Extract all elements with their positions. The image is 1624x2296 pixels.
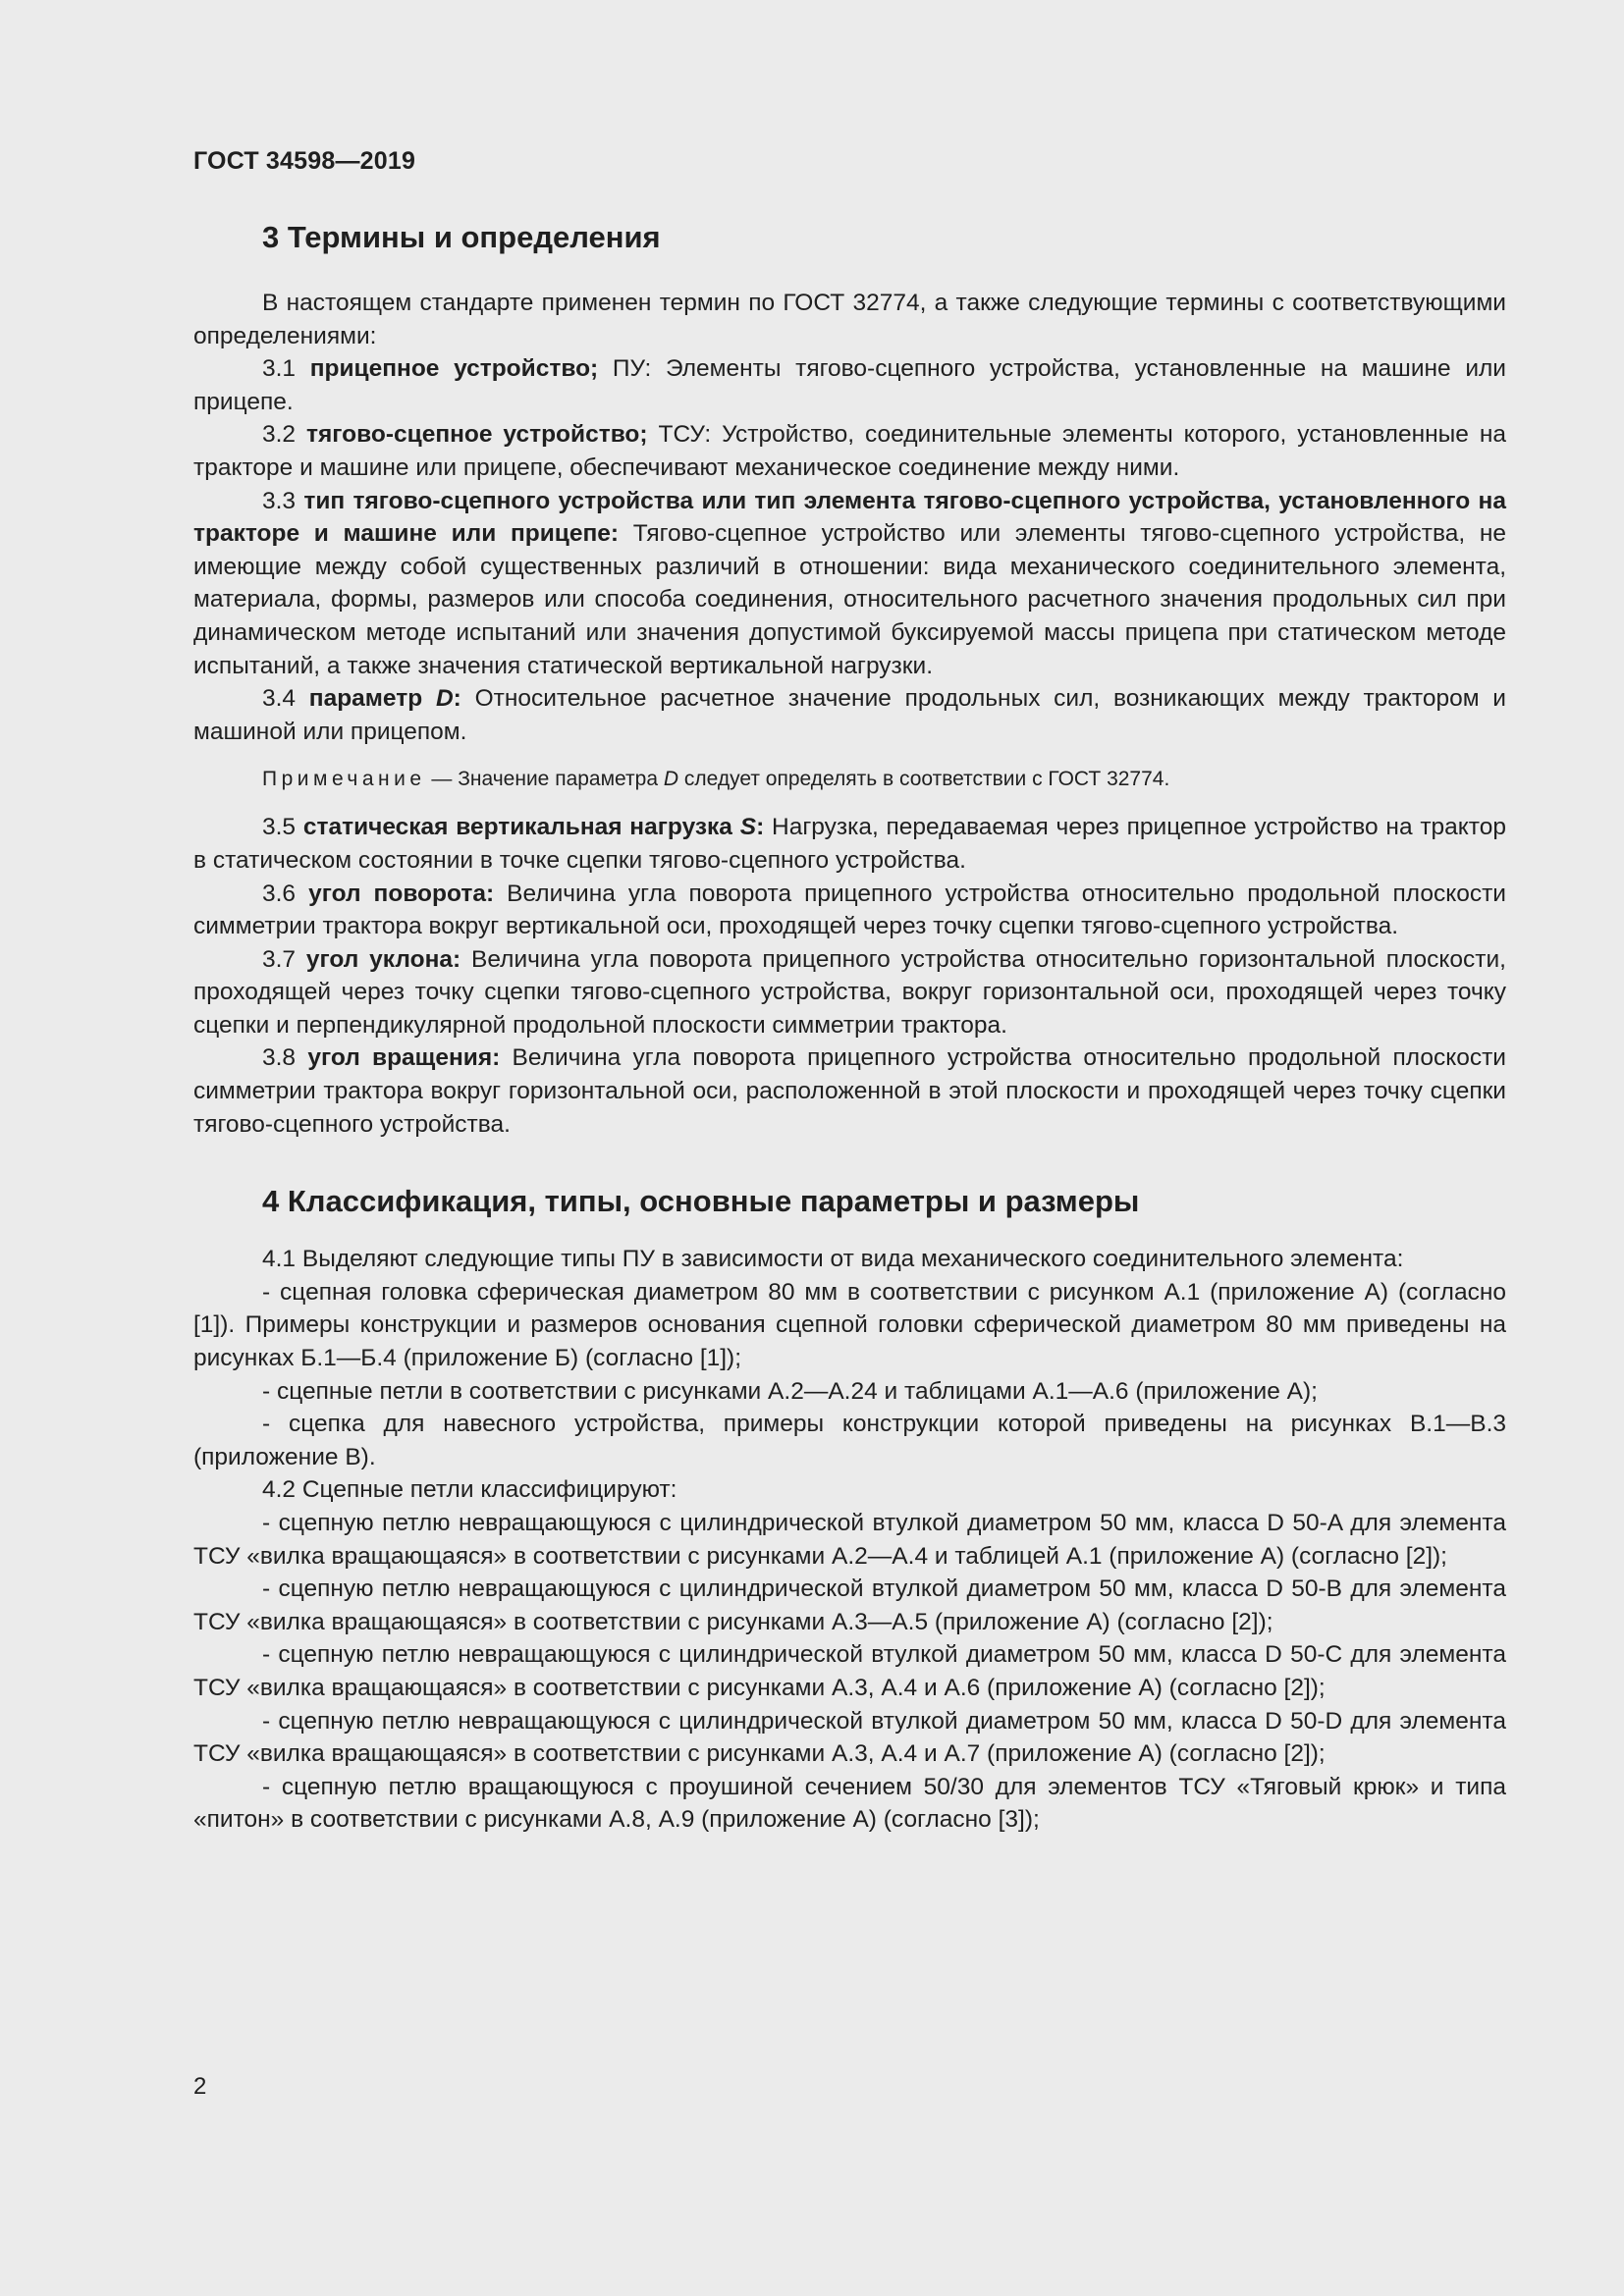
note-symbol: D [663,768,679,791]
term-3-6 [193,878,1506,943]
list-item: - сцепную петлю невращающуюся с цилиндрической втулкой диаметром 50 мм, класса D 50-A для элемента ТСУ «вилка вращающаяся» в соответствии с рисунками А.2—А.4 и таблицей А.1 (приложение А) (согласно [2]); [193,1510,1506,1570]
term-number: 3.8 [262,1044,308,1072]
term-definition: ПУ: Элементы тягово-сцепного устройства, установленные на машине или прицепе. [193,355,1506,415]
term-name: угол поворота: [308,880,495,907]
term-number: 3.5 [262,814,303,841]
list-item: - сцепная головка сферическая диаметром 80 мм в соответствии с рисунком А.1 (приложение А) (согласно [1]). Примеры конструкции и размеров основания сцепной головки сферической диаметром 80 мм приведены на рисунках Б.1—Б.4 (приложение Б) (согласно [1]); [193,1278,1506,1372]
list-item: - сцепную петлю невращающуюся с цилиндрической втулкой диаметром 50 мм, класса D 50-D для элемента ТСУ «вилка вращающаяся» в соответствии с рисунками А.3, А.4 и А.7 (приложение А) (согласно [2]); [193,1707,1506,1768]
term-colon: : [453,685,461,713]
term-3-1 [193,352,1506,418]
term-3-2 [193,418,1506,484]
clause-4-2: 4.2 Сцепные петли классифицируют: [262,1476,677,1504]
list-item: - сцепную петлю вращающуюся с проушиной сечением 50/30 для элементов ТСУ «Тяговый крюк» и типа «питон» в соответствии с рисунками А.8, А.9 (приложение А) (согласно [3]); [193,1773,1506,1834]
term-definition: Величина угла поворота прицепного устройства относительно горизонтальной плоскости, проходящей через точку сцепки тягово-сцепного устройства, вокруг горизонтальной оси, проходящей через точку сцепки и перпендикулярной продольной плоскости симметрии трактора. [193,945,1506,1039]
note [193,765,1506,794]
term-name: тип тягово-сцепного устройства или тип элемента тягово-сцепного устройства, установленного на тракторе и машине или прицепе: [193,487,1506,548]
note-text: — Значение параметра [425,768,664,791]
term-3-5 [193,811,1506,877]
note-text: следует определять в соответствии с ГОСТ 32774. [678,768,1170,791]
term-definition: Тягово-сцепное устройство или элементы тягово-сцепного устройства, не имеющие между собой существенных различий в отношении: вида механического соединительного элемента, материала, формы, размеров или способа соединения, относительного расчетного значения продольных сил при динамическом методе испытаний или значения допустимой буксируемой массы прицепа при статическом методе испытаний, а также значения статической вертикальной нагрузки. [193,520,1506,679]
list-item: - сцепную петлю невращающуюся с цилиндрической втулкой диаметром 50 мм, класса D 50-C для элемента ТСУ «вилка вращающаяся» в соответствии с рисунками А.3, А.4 и А.6 (приложение А) (согласно [2]); [193,1641,1506,1701]
term-definition: Нагрузка, передаваемая через прицепное устройство на трактор в статическом состоянии в точке сцепки тягово-сцепного устройства. [193,814,1506,874]
list-item: - сцепную петлю невращающуюся с цилиндрической втулкой диаметром 50 мм, класса D 50-B для элемента ТСУ «вилка вращающаяся» в соответствии с рисунками А.3—А.5 (приложение А) (согласно [2]); [193,1575,1506,1635]
term-number: 3.6 [262,880,309,907]
term-symbol: S [739,814,757,841]
term-colon: : [756,814,765,841]
document-code: ГОСТ 34598—2019 [193,147,416,175]
section-4-title: 4 Классификация, типы, основные параметры и размеры [262,1184,1140,1219]
term-name: угол вращения: [307,1044,501,1072]
term-definition: Относительное расчетное значение продольных сил, возникающих между трактором и машиной или прицепом. [193,685,1506,745]
term-number: 3.4 [262,685,309,713]
page-content [193,218,1506,1837]
term-number: 3.7 [262,945,306,973]
term-definition: Величина угла поворота прицепного устройства относительно продольной плоскости симметрии трактора вокруг горизонтальной оси, расположенной в этой плоскости и проходящей через точку сцепки тягово-сцепного устройства. [193,1044,1506,1138]
term-symbol: D [435,685,454,713]
page-number: 2 [193,2073,207,2100]
term-number: 3.2 [262,421,306,449]
term-definition: ТСУ: Устройство, соединительные элементы которого, установленные на тракторе и машине или прицепе, обеспечивают механическое соединение между ними. [193,421,1506,481]
note-label: Примечание [262,768,426,791]
term-definition: Величина угла поворота прицепного устройства относительно продольной плоскости симметрии трактора вокруг вертикальной оси, проходящей через точку сцепки тягово-сцепного устройства. [193,880,1506,940]
term-name: тягово-сцепное устройство; [306,421,648,449]
term-name: прицепное устройство; [309,355,599,383]
clause-4-1: 4.1 Выделяют следующие типы ПУ в зависимости от вида механического соединительного элемента: [262,1246,1404,1273]
section-3-intro: В настоящем стандарте применен термин по ГОСТ 32774, а также следующие термины с соответствующими определениями: [193,290,1506,349]
term-name: статическая вертикальная нагрузка [302,814,732,841]
term-name: угол уклона: [305,945,461,973]
term-name: параметр [308,685,423,713]
term-3-7 [193,943,1506,1042]
term-number: 3.3 [262,487,304,514]
term-3-4 [193,682,1506,748]
term-3-8 [193,1041,1506,1141]
list-item: - сцепка для навесного устройства, примеры конструкции которой приведены на рисунках В.1—В.3 (приложение В). [193,1411,1506,1470]
list-item: - сцепные петли в соответствии с рисунками А.2—А.24 и таблицами А.1—А.6 (приложение А); [262,1377,1318,1405]
term-number: 3.1 [262,355,310,383]
term-3-3 [193,485,1506,683]
section-3-title: 3 Термины и определения [262,220,661,254]
